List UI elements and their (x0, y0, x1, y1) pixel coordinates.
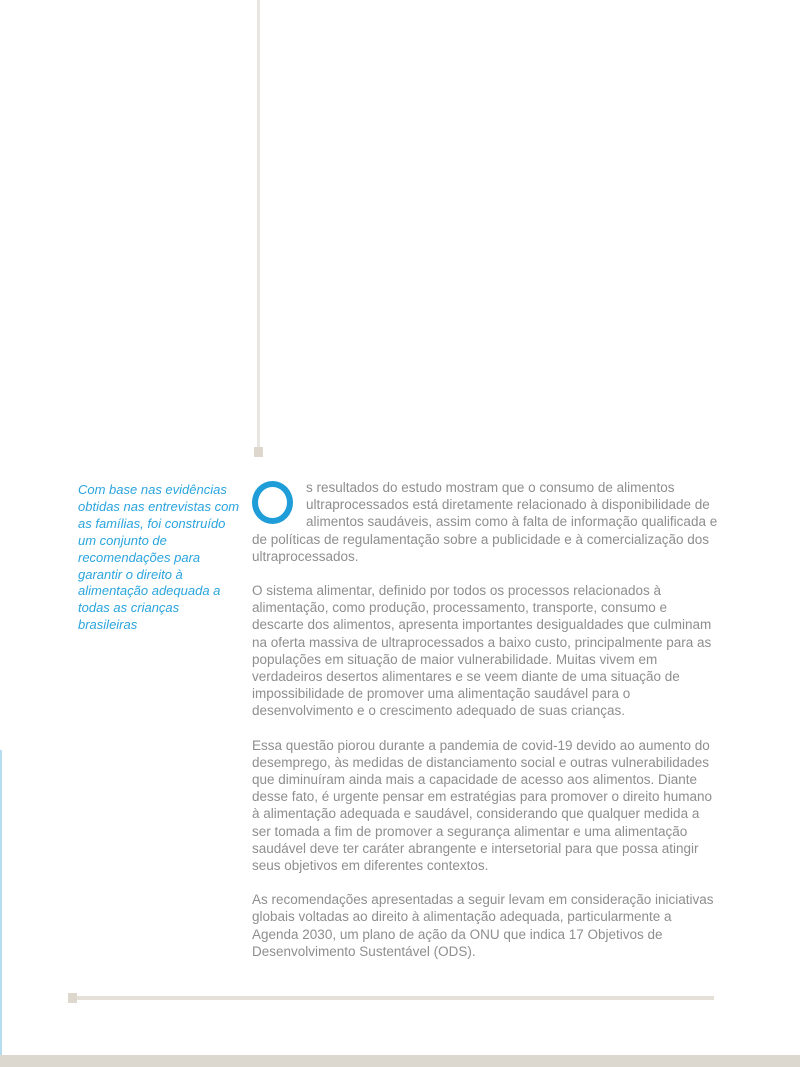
top-rule-end-square (254, 447, 263, 457)
paragraph: Essa questão piorou durante a pandemia de covid-19 devido ao aumento do desemprego, às medidas de distanciamento social e outras vulnerabilidades que diminuíram ainda mais a capacidade de acesso aos alimentos. Diante desse fato, é urgente pensar em estratégias para promover o direito humano à alimentação adequada e saudável, considerando que qualquer medida a ser tomada a fim de promover a segurança alimentar e uma alimentação saudável deve ter caráter abrangente e intersetorial para que possa atingir seus objetivos em diferentes contextos. (252, 737, 713, 874)
drop-cap-letter-o (252, 481, 293, 524)
left-edge-accent-line (0, 750, 2, 1055)
paragraph-dropcap (252, 479, 719, 565)
article-body (252, 479, 719, 977)
paragraph-text: s resultados do estudo mostram que o consumo de alimentos ultraprocessados está diretamente relacionado à disponibilidade de alimentos saudáveis, assim como à falta de informação qualificada e de políticas de regulamentação sobre a publicidade e à comercialização dos ultraprocessados. (252, 480, 718, 564)
paragraph: As recomendações apresentadas a seguir levam em consideração iniciativas globais voltadas ao direito à alimentação adequada, particularmente a Agenda 2030, um plano de ação da ONU que indica 17 Objetivos de Desenvolvimento Sustentável (ODS). (252, 892, 714, 959)
bottom-horizontal-rule (77, 996, 714, 1000)
margin-note: Com base nas evidências obtidas nas entrevistas com as famílias, foi construído um conjunto de recomendações para garantir o direito à alimentação adequada a todas as crianças brasileiras (78, 482, 240, 633)
bottom-rule-start-square (68, 993, 77, 1003)
paragraph: O sistema alimentar, definido por todos os processos relacionados à alimentação, como produção, processamento, transporte, consumo e descarte dos alimentos, apresenta importantes desigualdades que culminam na oferta massiva de ultraprocessados a baixo custo, principalmente para as populações em situação de maior vulnerabilidade. Muitas vivem em verdadeiros desertos alimentares e se veem diante de uma situação de impossibilidade de promover uma alimentação saudável para o desenvolvimento e o crescimento adequado de suas crianças. (252, 583, 712, 719)
top-vertical-rule (257, 0, 260, 447)
bottom-edge-bar (0, 1055, 800, 1067)
